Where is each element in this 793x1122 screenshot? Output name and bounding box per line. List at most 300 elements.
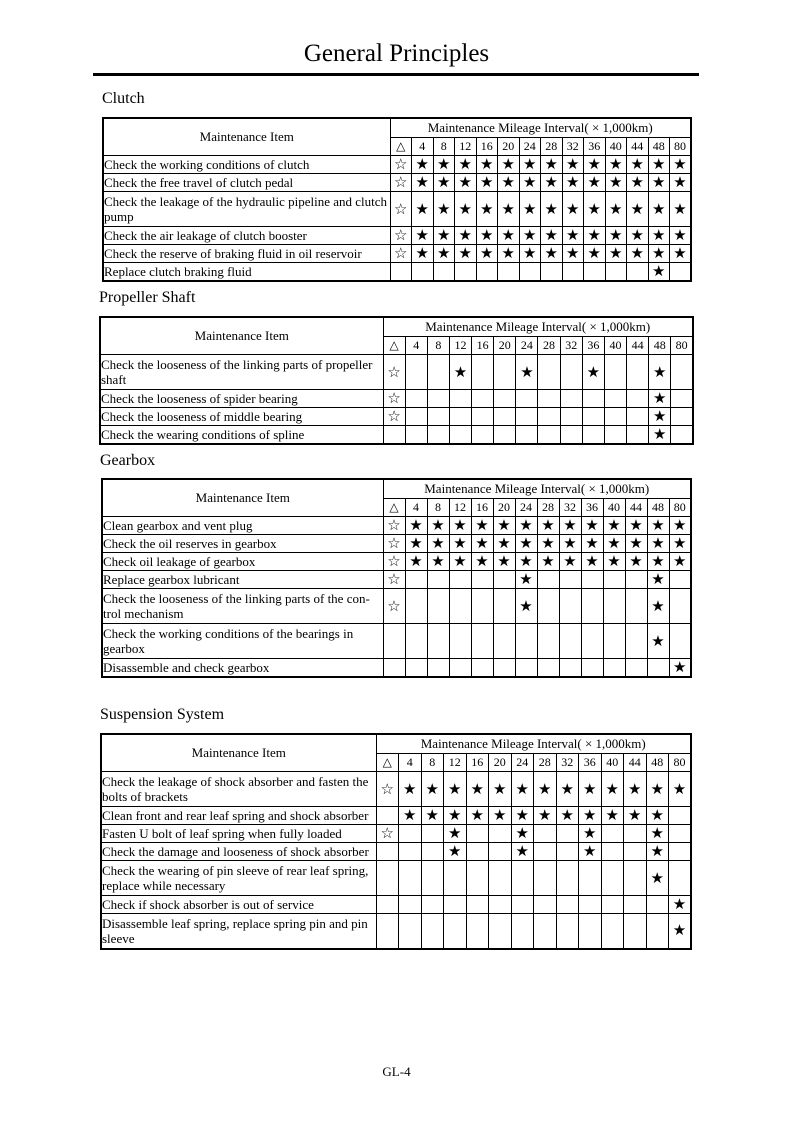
maintenance-item: Check the air leakage of clutch booster [103,227,390,245]
table-row [102,517,691,535]
interval-header-cell: 24 [511,754,534,772]
section-title-clutch: Clutch [102,90,145,107]
table-row [100,408,693,426]
filled-star-icon: ★ [449,517,471,535]
interval-header-cell: 4 [412,138,434,156]
section-title-suspension-system: Suspension System [100,706,225,723]
interval-header-cell: 16 [472,337,494,355]
filled-star-icon: ★ [427,553,449,571]
empty-cell [601,843,624,861]
maintenance-item: Check the looseness of spider bearing [100,390,383,408]
empty-cell [449,408,471,426]
empty-cell [603,659,625,677]
interval-header-cell: 40 [604,337,626,355]
mileage-interval-header: Maintenance Mileage Interval( × 1,000km) [390,118,691,138]
maintenance-item: Check the leakage of shock absorber and fasten the bolts of brackets [101,772,376,807]
table-row [103,156,691,174]
filled-star-icon: ★ [562,174,584,192]
table-row [100,390,693,408]
filled-star-icon: ★ [627,192,649,227]
filled-star-icon: ★ [444,807,467,825]
empty-cell [376,861,399,896]
filled-star-icon: ★ [647,535,669,553]
filled-star-icon: ★ [519,174,541,192]
open-star-icon: ☆ [383,535,405,553]
empty-cell [421,861,444,896]
table-row [102,571,691,589]
empty-cell [427,355,449,390]
filled-star-icon: ★ [489,807,512,825]
filled-star-icon: ★ [648,192,670,227]
filled-star-icon: ★ [562,227,584,245]
maintenance-item: Check the working conditions of clutch [103,156,390,174]
empty-cell [455,263,477,281]
empty-cell [537,571,559,589]
empty-cell [534,825,557,843]
empty-cell [601,896,624,914]
empty-cell [601,825,624,843]
filled-star-icon: ★ [581,535,603,553]
empty-cell [383,426,405,444]
interval-header-cell: 44 [624,754,647,772]
empty-cell [516,408,538,426]
filled-star-icon: ★ [541,245,563,263]
filled-star-icon: ★ [562,192,584,227]
table-row [102,535,691,553]
empty-cell [427,624,449,659]
filled-star-icon: ★ [433,156,455,174]
empty-cell [625,624,647,659]
interval-header-cell: 24 [519,138,541,156]
table-row [102,659,691,677]
empty-cell [624,843,647,861]
filled-star-icon: ★ [511,825,534,843]
filled-star-icon: ★ [649,390,671,408]
empty-cell [427,408,449,426]
empty-cell [584,263,606,281]
empty-cell [444,861,467,896]
filled-star-icon: ★ [670,192,692,227]
empty-cell [604,390,626,408]
filled-star-icon: ★ [449,553,471,571]
empty-cell [556,896,579,914]
interval-header-cell: 32 [562,138,584,156]
maintenance-item: Check the working conditions of the bearings in gearbox [102,624,383,659]
interval-header-cell: 44 [625,499,647,517]
empty-cell [603,589,625,624]
empty-cell [471,571,493,589]
table-row [102,553,691,571]
empty-cell [405,390,427,408]
empty-cell [516,426,538,444]
empty-cell [471,659,493,677]
filled-star-icon: ★ [556,807,579,825]
interval-header-cell: 24 [515,499,537,517]
maintenance-item: Replace clutch braking fluid [103,263,390,281]
empty-cell [493,571,515,589]
empty-cell [671,408,693,426]
interval-header-cell: 16 [471,499,493,517]
empty-cell [493,659,515,677]
filled-star-icon: ★ [498,156,520,174]
empty-cell [560,355,582,390]
interval-header-cell: 44 [627,337,649,355]
filled-star-icon: ★ [537,535,559,553]
filled-star-icon: ★ [601,772,624,807]
empty-cell [537,589,559,624]
filled-star-icon: ★ [649,355,671,390]
interval-header-cell: △ [376,754,399,772]
interval-header-cell: 40 [605,138,627,156]
table-row [103,192,691,227]
title-rule [93,73,699,76]
empty-cell [472,390,494,408]
filled-star-icon: ★ [493,517,515,535]
clutch-table [102,117,692,282]
filled-star-icon: ★ [627,245,649,263]
maintenance-item: Check the leakage of the hydraulic pipeline and clutch pump [103,192,390,227]
empty-cell [646,914,669,949]
table-row [101,843,691,861]
filled-star-icon: ★ [584,156,606,174]
interval-header-cell: 28 [541,138,563,156]
empty-cell [472,408,494,426]
interval-header-cell: △ [390,138,412,156]
maintenance-item: Clean front and rear leaf spring and shock absorber [101,807,376,825]
filled-star-icon: ★ [579,772,602,807]
filled-star-icon: ★ [670,174,692,192]
interval-header-cell: 28 [537,499,559,517]
interval-header-cell: 16 [466,754,489,772]
empty-cell [669,861,692,896]
empty-cell [405,624,427,659]
filled-star-icon: ★ [515,589,537,624]
page-title: General Principles [303,40,490,67]
filled-star-icon: ★ [405,517,427,535]
maintenance-item-header: Maintenance Item [101,734,376,772]
empty-cell [582,426,604,444]
filled-star-icon: ★ [556,772,579,807]
table-row [100,426,693,444]
empty-cell [399,843,422,861]
table-row [100,355,693,390]
filled-star-icon: ★ [493,535,515,553]
empty-cell [519,263,541,281]
table-row [101,914,691,949]
open-star-icon: ☆ [383,553,405,571]
empty-cell [627,263,649,281]
empty-cell [625,659,647,677]
filled-star-icon: ★ [541,227,563,245]
filled-star-icon: ★ [624,807,647,825]
filled-star-icon: ★ [646,807,669,825]
filled-star-icon: ★ [476,227,498,245]
open-star-icon: ☆ [376,772,399,807]
filled-star-icon: ★ [421,772,444,807]
interval-header-cell: 20 [493,499,515,517]
interval-header-cell: 32 [556,754,579,772]
filled-star-icon: ★ [537,517,559,535]
interval-header-cell: 48 [649,337,671,355]
empty-cell [625,571,647,589]
empty-cell [627,390,649,408]
empty-cell [515,659,537,677]
filled-star-icon: ★ [648,156,670,174]
filled-star-icon: ★ [519,192,541,227]
empty-cell [489,843,512,861]
filled-star-icon: ★ [647,517,669,535]
empty-cell [556,861,579,896]
mileage-interval-header: Maintenance Mileage Interval( × 1,000km) [383,317,693,337]
filled-star-icon: ★ [515,535,537,553]
table-row [101,772,691,807]
empty-cell [489,914,512,949]
filled-star-icon: ★ [627,156,649,174]
empty-cell [627,355,649,390]
empty-cell [449,426,471,444]
filled-star-icon: ★ [421,807,444,825]
filled-star-icon: ★ [399,807,422,825]
empty-cell [427,589,449,624]
filled-star-icon: ★ [511,772,534,807]
filled-star-icon: ★ [579,825,602,843]
empty-cell [476,263,498,281]
empty-cell [493,624,515,659]
maintenance-item: Check the oil reserves in gearbox [102,535,383,553]
filled-star-icon: ★ [670,156,692,174]
interval-header-cell: 36 [584,138,606,156]
empty-cell [556,825,579,843]
empty-cell [399,896,422,914]
table-row [103,227,691,245]
empty-cell [581,624,603,659]
empty-cell [581,659,603,677]
empty-cell [427,659,449,677]
empty-cell [472,426,494,444]
filled-star-icon: ★ [647,624,669,659]
empty-cell [534,843,557,861]
maintenance-item: Disassemble and check gearbox [102,659,383,677]
empty-cell [534,861,557,896]
filled-star-icon: ★ [498,174,520,192]
empty-cell [601,861,624,896]
empty-cell [669,624,691,659]
empty-cell [603,571,625,589]
empty-cell [390,263,412,281]
filled-star-icon: ★ [444,825,467,843]
empty-cell [562,263,584,281]
filled-star-icon: ★ [489,772,512,807]
filled-star-icon: ★ [476,156,498,174]
interval-header-cell: 28 [538,337,560,355]
empty-cell [421,825,444,843]
empty-cell [494,355,516,390]
empty-cell [669,589,691,624]
filled-star-icon: ★ [559,553,581,571]
filled-star-icon: ★ [669,914,692,949]
filled-star-icon: ★ [519,227,541,245]
interval-header-cell: 48 [648,138,670,156]
maintenance-item: Replace gearbox lubricant [102,571,383,589]
filled-star-icon: ★ [646,843,669,861]
filled-star-icon: ★ [476,245,498,263]
interval-header-cell: 80 [669,754,692,772]
empty-cell [494,426,516,444]
filled-star-icon: ★ [493,553,515,571]
filled-star-icon: ★ [541,192,563,227]
propeller-shaft-table [99,316,694,445]
maintenance-item-header: Maintenance Item [100,317,383,355]
empty-cell [449,571,471,589]
filled-star-icon: ★ [519,156,541,174]
empty-cell [669,843,692,861]
empty-cell [449,659,471,677]
interval-header-cell: 8 [427,499,449,517]
empty-cell [449,589,471,624]
filled-star-icon: ★ [449,535,471,553]
open-star-icon: ☆ [390,156,412,174]
empty-cell [604,408,626,426]
empty-cell [511,896,534,914]
filled-star-icon: ★ [412,192,434,227]
maintenance-item-header: Maintenance Item [103,118,390,156]
interval-header-cell: 4 [405,337,427,355]
filled-star-icon: ★ [605,192,627,227]
filled-star-icon: ★ [670,227,692,245]
empty-cell [466,914,489,949]
filled-star-icon: ★ [669,553,691,571]
maintenance-item: Clean gearbox and vent plug [102,517,383,535]
filled-star-icon: ★ [444,843,467,861]
empty-cell [405,659,427,677]
empty-cell [449,390,471,408]
open-star-icon: ☆ [390,227,412,245]
empty-cell [604,426,626,444]
open-star-icon: ☆ [383,355,405,390]
empty-cell [604,355,626,390]
empty-cell [493,589,515,624]
filled-star-icon: ★ [537,553,559,571]
filled-star-icon: ★ [584,192,606,227]
filled-star-icon: ★ [605,156,627,174]
maintenance-item: Check the free travel of clutch pedal [103,174,390,192]
filled-star-icon: ★ [476,192,498,227]
empty-cell [669,825,692,843]
table-row [102,624,691,659]
empty-cell [421,843,444,861]
interval-header-cell: △ [383,337,405,355]
open-star-icon: ☆ [383,390,405,408]
maintenance-item: Check the damage and looseness of shock absorber [101,843,376,861]
interval-header-cell: 20 [498,138,520,156]
filled-star-icon: ★ [669,659,691,677]
interval-header-cell: 80 [671,337,693,355]
interval-header-cell: 4 [405,499,427,517]
table-row [103,263,691,281]
interval-header-cell: 80 [670,138,692,156]
filled-star-icon: ★ [541,174,563,192]
filled-star-icon: ★ [511,807,534,825]
empty-cell [646,896,669,914]
filled-star-icon: ★ [444,772,467,807]
empty-cell [498,263,520,281]
filled-star-icon: ★ [433,174,455,192]
empty-cell [556,843,579,861]
empty-cell [559,589,581,624]
empty-cell [376,807,399,825]
mileage-interval-header: Maintenance Mileage Interval( × 1,000km) [376,734,691,754]
empty-cell [647,659,669,677]
empty-cell [405,355,427,390]
mileage-interval-header: Maintenance Mileage Interval( × 1,000km) [383,479,691,499]
filled-star-icon: ★ [648,227,670,245]
empty-cell [582,390,604,408]
empty-cell [494,408,516,426]
empty-cell [399,914,422,949]
interval-header-cell: 8 [421,754,444,772]
filled-star-icon: ★ [471,517,493,535]
empty-cell [433,263,455,281]
empty-cell [625,589,647,624]
filled-star-icon: ★ [603,535,625,553]
filled-star-icon: ★ [399,772,422,807]
filled-star-icon: ★ [581,517,603,535]
empty-cell [471,624,493,659]
interval-header-cell: 80 [669,499,691,517]
table-row [102,589,691,624]
empty-cell [427,571,449,589]
empty-cell [427,390,449,408]
filled-star-icon: ★ [603,517,625,535]
filled-star-icon: ★ [646,772,669,807]
filled-star-icon: ★ [455,192,477,227]
empty-cell [427,426,449,444]
filled-star-icon: ★ [498,227,520,245]
maintenance-item: Check if shock absorber is out of service [101,896,376,914]
empty-cell [489,896,512,914]
filled-star-icon: ★ [515,553,537,571]
empty-cell [466,825,489,843]
filled-star-icon: ★ [433,227,455,245]
empty-cell [582,408,604,426]
empty-cell [516,390,538,408]
empty-cell [560,408,582,426]
open-star-icon: ☆ [376,825,399,843]
filled-star-icon: ★ [471,553,493,571]
empty-cell [559,659,581,677]
filled-star-icon: ★ [466,807,489,825]
table-row [101,896,691,914]
filled-star-icon: ★ [646,825,669,843]
empty-cell [489,825,512,843]
filled-star-icon: ★ [624,772,647,807]
maintenance-item: Check the looseness of middle bearing [100,408,383,426]
open-star-icon: ☆ [383,517,405,535]
interval-header-cell: 12 [449,337,471,355]
suspension-system-table [100,733,692,950]
filled-star-icon: ★ [476,174,498,192]
empty-cell [556,914,579,949]
interval-header-cell: 36 [581,499,603,517]
empty-cell [671,426,693,444]
filled-star-icon: ★ [649,408,671,426]
filled-star-icon: ★ [455,174,477,192]
empty-cell [489,861,512,896]
filled-star-icon: ★ [605,174,627,192]
filled-star-icon: ★ [433,192,455,227]
empty-cell [399,861,422,896]
filled-star-icon: ★ [455,245,477,263]
